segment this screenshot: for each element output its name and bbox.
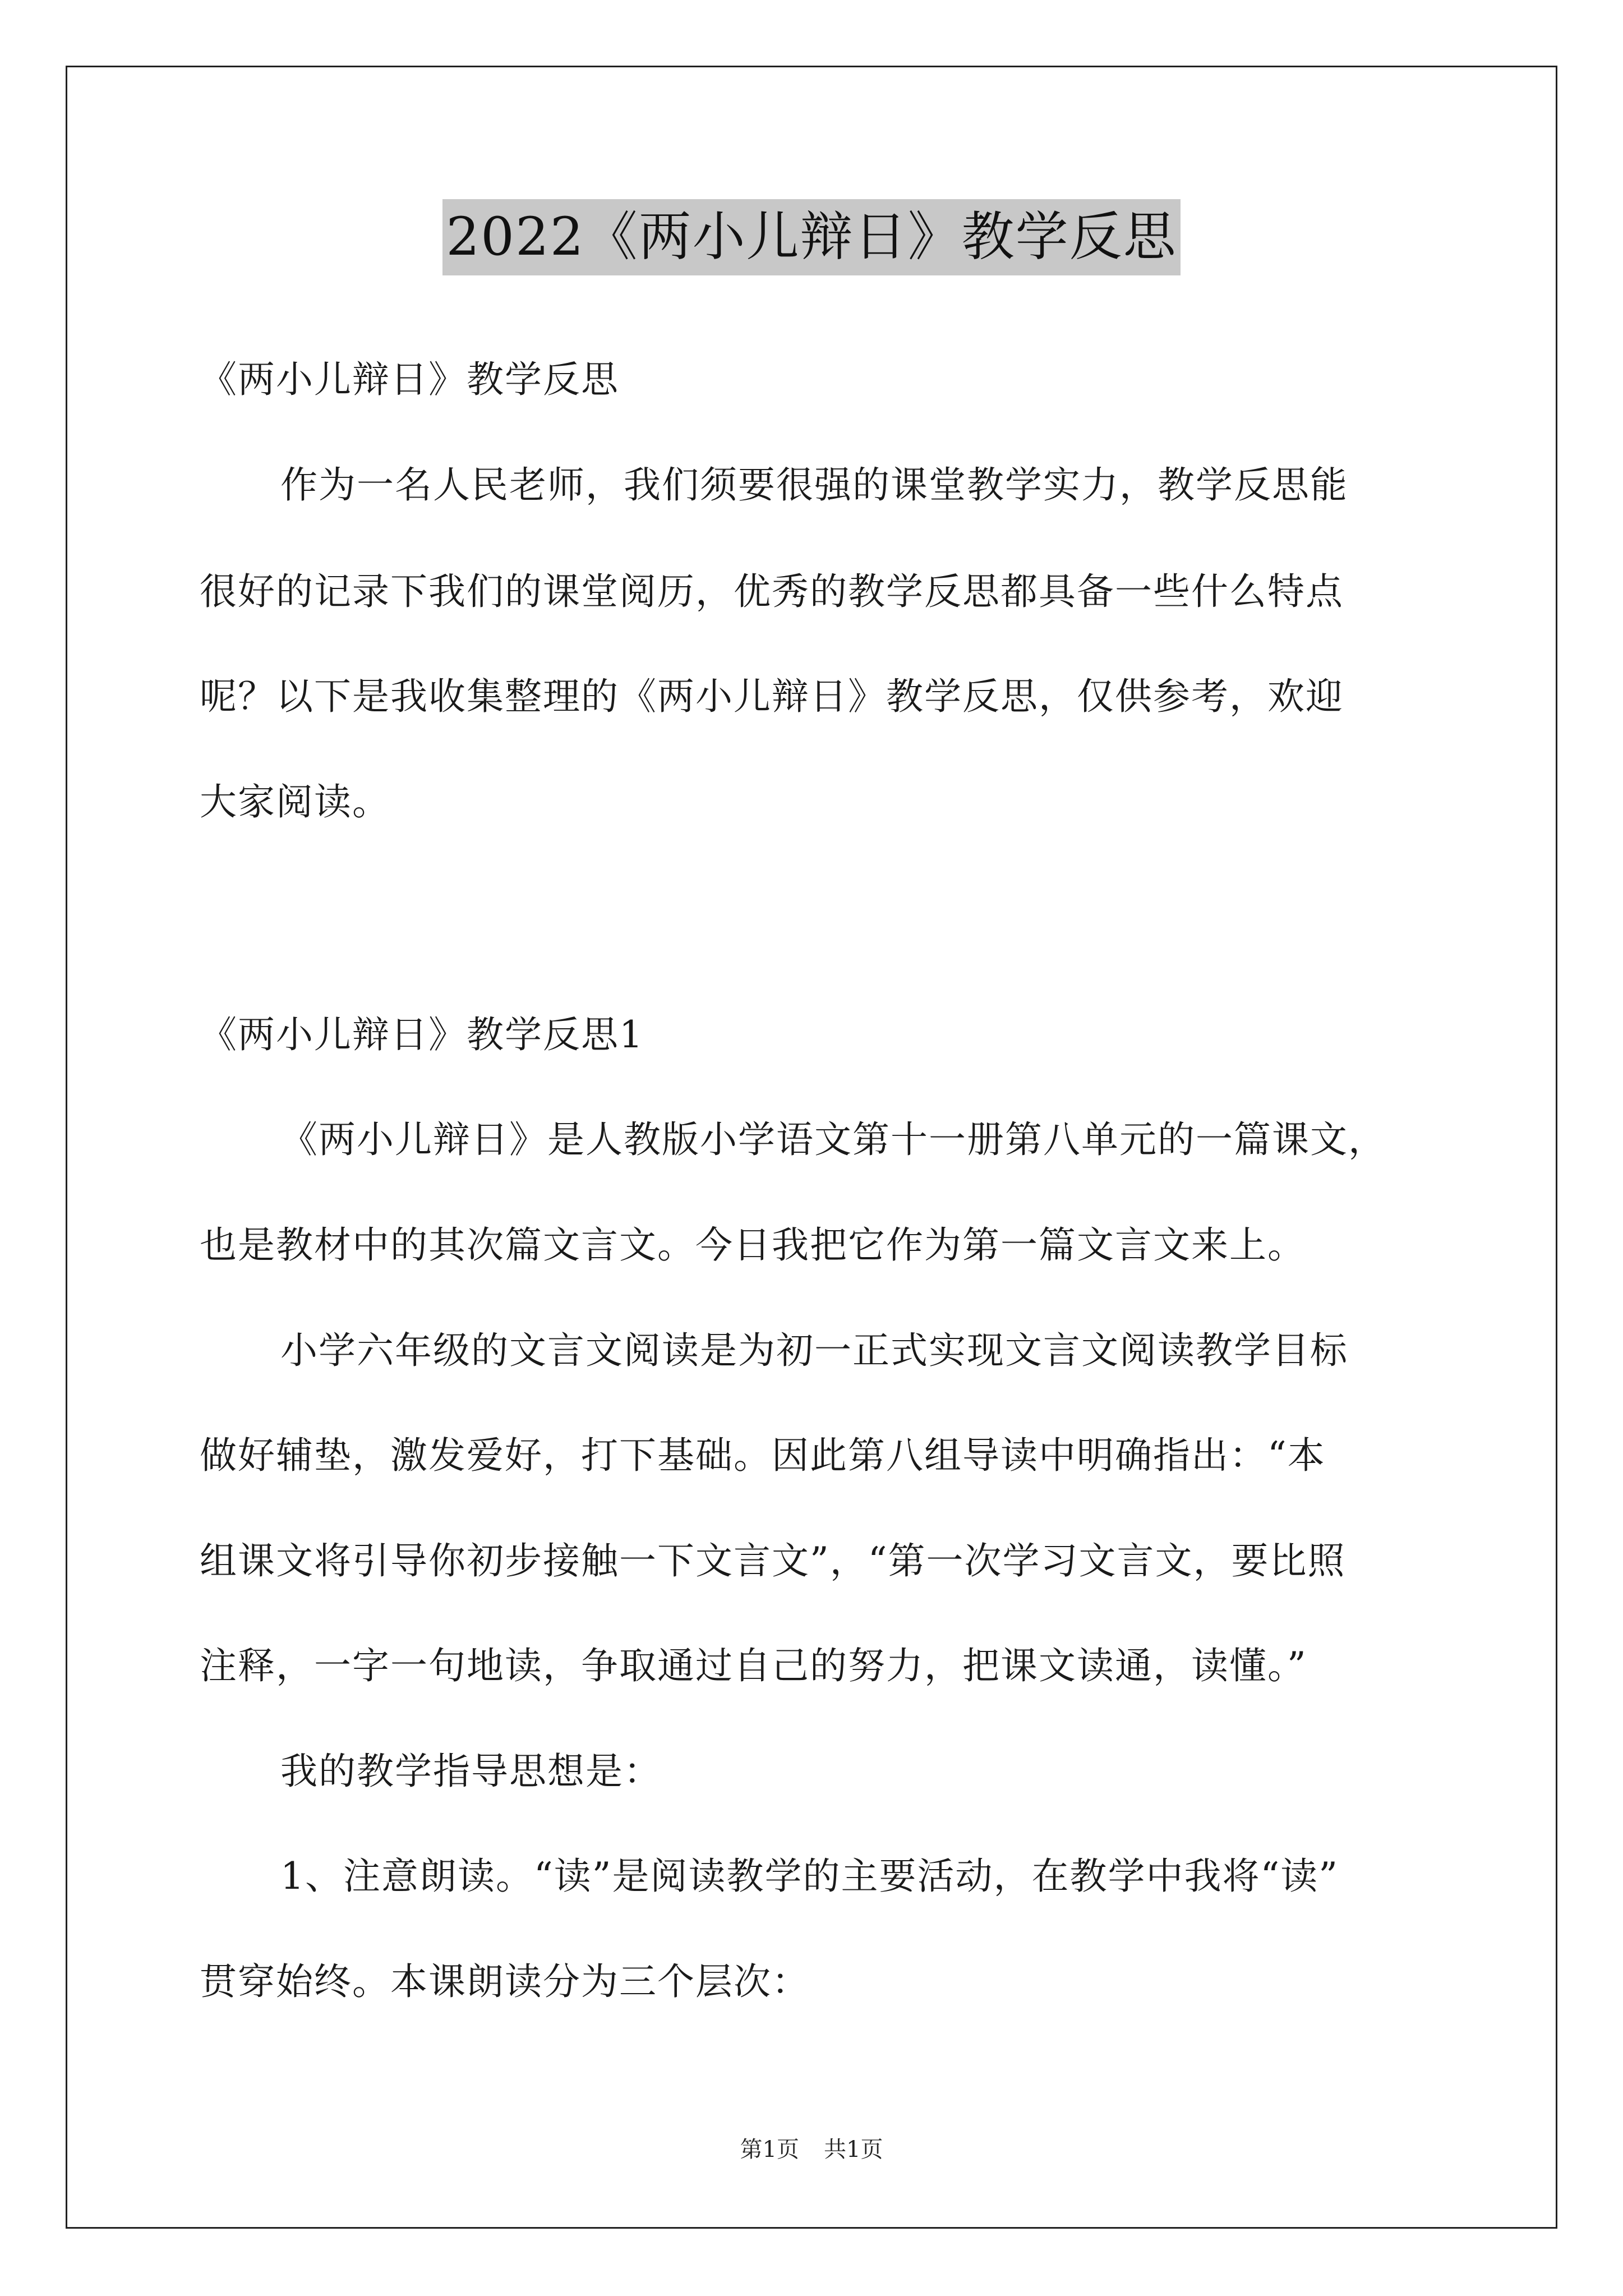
paragraph-line: 组课文将引导你初步接触一下文言文”，“第一次学习文言文，要比照 [200, 1539, 1346, 1582]
paragraph-line: 大家阅读。 [200, 780, 390, 823]
paragraph-line: 1、注意朗读。“读”是阅读教学的主要活动，在教学中我将“读” [280, 1855, 1339, 1898]
paragraph-line: 小学六年级的文言文阅读是为初一正式实现文言文阅读教学目标 [280, 1329, 1348, 1372]
paragraph-line: 很好的记录下我们的课堂阅历，优秀的教学反思都具备一些什么特点 [200, 570, 1344, 613]
page-total: 共1页 [824, 2137, 883, 2162]
paragraph-line: 作为一名人民老师，我们须要很强的课堂教学实力，教学反思能 [280, 463, 1348, 507]
document-title: 2022《两小儿辩日》教学反思 [442, 199, 1180, 275]
page-number: 第1页 [740, 2137, 799, 2162]
page-footer [0, 2133, 1623, 2166]
paragraph-line: 也是教材中的其次篇文言文。今日我把它作为第一篇文言文来上。 [200, 1223, 1306, 1267]
title-container [0, 199, 1623, 275]
subheading: 《两小儿辩日》教学反思 [200, 358, 619, 401]
paragraph-line: 做好辅垫，激发爱好，打下基础。因此第八组导读中明确指出：“本 [200, 1434, 1326, 1477]
paragraph-line: 呢？以下是我收集整理的《两小儿辩日》教学反思，仅供参考，欢迎 [200, 675, 1344, 718]
paragraph-line: 我的教学指导思想是： [280, 1750, 662, 1793]
paragraph-line: 贯穿始终。本课朗读分为三个层次： [200, 1960, 810, 2003]
paragraph-line: 注释，一字一句地读，争取通过自己的努力，把课文读通，读懂。” [200, 1644, 1307, 1687]
paragraph-line: 《两小儿辩日》是人教版小学语文第十一册第八单元的一篇课文， [280, 1118, 1386, 1161]
section-heading: 《两小儿辩日》教学反思1 [200, 1013, 644, 1056]
